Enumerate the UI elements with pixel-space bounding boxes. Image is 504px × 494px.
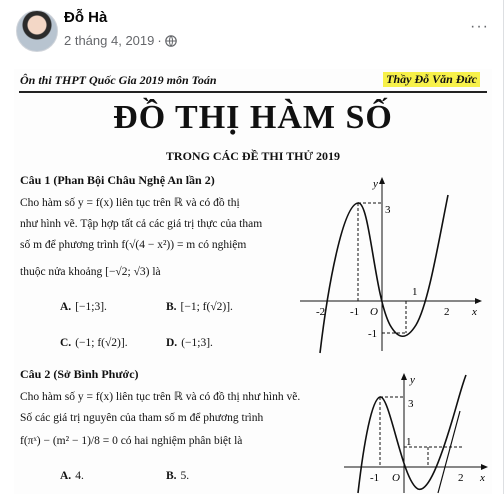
tick-label: 1 [412,286,418,298]
y-axis-arrow [379,177,385,184]
function-curve [320,195,448,353]
question-2-option-a [60,470,84,482]
x-axis-arrow [481,464,488,470]
question-1-graph [298,175,484,355]
option-label: B. [166,301,177,313]
option-label: C. [60,337,72,349]
option-text: (−1;3]. [181,337,213,349]
option-text: [−1;3]. [75,301,107,313]
x-axis-arrow [475,298,482,304]
option-text: [−1; f(√2)]. [180,301,233,313]
axis-label-y: y [410,374,415,386]
question-2-line-3: f(πˣ) − (m² − 1)/8 = 0 có hai nghiệm phân biệt là [20,435,243,447]
question-1-line-4: thuộc nửa khoảng [−√2; √3) là [20,266,161,278]
question-2-heading: Câu 2 (Sở Bình Phước) [20,367,139,381]
author-name[interactable]: Đỗ Hà [64,9,108,26]
question-2-line-1: Cho hàm số y = f(x) liên tục trên ℝ và có đồ thị như hình vẽ. [20,391,301,403]
y-axis-arrow [401,373,407,380]
question-1-option-c [60,337,128,349]
avatar[interactable] [16,10,58,52]
origin-label: O [392,472,400,484]
axis-label-y: y [373,178,378,190]
post-date[interactable]: 2 tháng 4, 2019 [64,33,155,48]
doc-subtitle: TRONG CÁC ĐỀ THI THỬ 2019 [165,149,341,163]
option-text: 4. [75,470,84,482]
more-options-button[interactable]: ··· [470,18,489,35]
globe-icon [165,35,177,47]
tick-label: -1 [370,472,380,484]
question-1-line-2: như hình vẽ. Tập hợp tất cả các giá trị thực của tham [20,218,263,230]
tick-label: -1 [350,306,360,318]
question-2-option-b [166,470,189,482]
question-1-line-1: Cho hàm số y = f(x) liên tục trên ℝ và có đồ thị [20,197,240,209]
tick-label: -1 [368,328,378,340]
question-1-option-a [60,301,107,313]
tick-label: 2 [444,306,450,318]
option-text: (−1; f(√2)]. [75,337,128,349]
option-text: 5. [180,470,190,482]
axis-label-x: x [480,472,485,484]
doc-title: ĐỒ THỊ HÀM SỐ [113,99,393,136]
post-image[interactable] [14,69,492,494]
question-2-line-2: Số các giá trị nguyên của tham số m để phương trình [20,412,264,424]
meta-separator: · [157,33,162,48]
origin-label: O [370,306,378,318]
option-label: B. [166,470,177,482]
axis-label-x: x [472,306,477,318]
question-1-option-d [166,337,213,349]
tick-label: 1 [406,436,412,448]
tick-label: 3 [408,398,414,410]
question-2-graph [340,371,490,494]
question-1-option-b [166,301,233,313]
post-meta [64,33,177,48]
option-label: A. [60,470,72,482]
tick-label: 2 [458,472,464,484]
tick-label: 3 [385,204,391,216]
option-label: A. [60,301,72,313]
doc-header-author: Thầy Đỗ Văn Đức [383,72,480,87]
question-1-line-3: số m để phương trình f(√(4 − x²)) = m có nghiệm [20,239,247,251]
doc-header-left: Ôn thi THPT Quốc Gia 2019 môn Toán [20,73,217,87]
option-label: D. [166,337,178,349]
tick-label: -2 [316,306,326,318]
header-divider [19,91,487,93]
question-1-heading: Câu 1 (Phan Bội Châu Nghệ An lần 2) [20,173,215,187]
